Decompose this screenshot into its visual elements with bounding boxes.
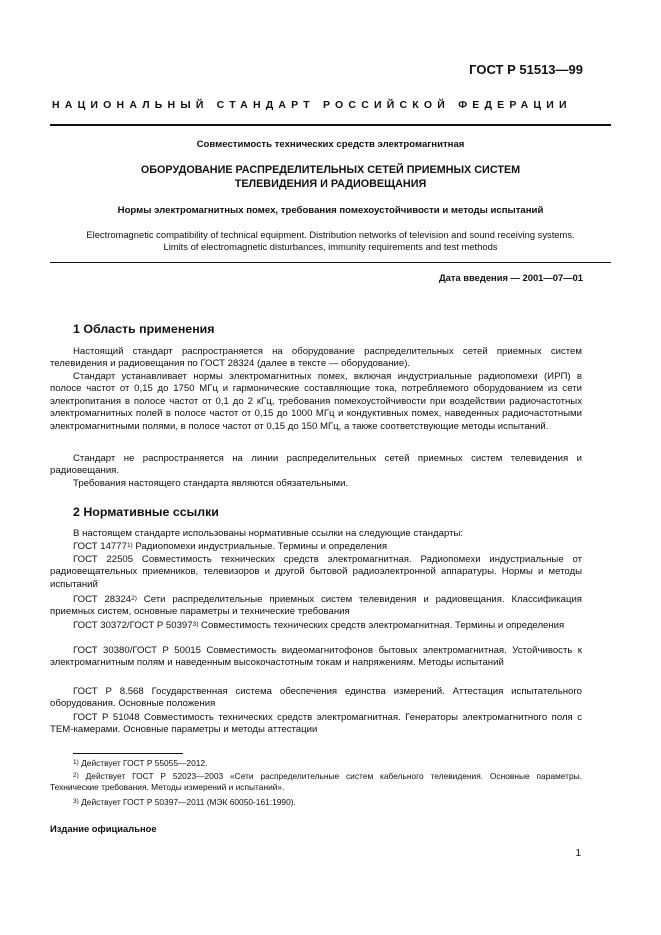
reference-item	[50, 594, 582, 619]
footnote-marker: 3)	[73, 798, 79, 805]
footnote-marker: 1)	[73, 759, 79, 766]
national-standard-banner: НАЦИОНАЛЬНЫЙ СТАНДАРТ РОССИЙСКОЙ ФЕДЕРАЦИИ	[52, 99, 572, 111]
reference-item: ГОСТ Р 51048 Совместимость технических средств электромагнитная. Генераторы электромагнитного поля с ТЕМ-камерами. Основные параметры и методы аттестации	[50, 712, 582, 736]
footnote-marker: 1)	[126, 542, 133, 549]
section2-intro: В настоящем стандарте использованы нормативные ссылки на следующие стандарты:	[73, 528, 464, 539]
reference-item: ГОСТ Р 8.568 Государственная система обеспечения единства измерений. Аттестация испытательного оборудования. Основные положения	[50, 686, 582, 710]
header-divider	[50, 124, 611, 126]
reference-code: ГОСТ 14777	[73, 541, 127, 552]
standard-group-title: Совместимость технических средств электромагнитная	[196, 139, 465, 150]
official-edition-label: Издание официальное	[50, 823, 157, 834]
section1-paragraph2: Стандарт устанавливает нормы электромагнитных помех, включая индустриальные радиопомехи (ИРП) в полосе частот от 0,15 до 1750 МГц и гармонические составляющие тока, потребляемого оборудованием из сети электропитания в полосе частот от 0,1 до 2 кГц, требования помехоустойчивости при воздействии радиочастотных электромагнитных полей в полосе частот от 0,15 до 1000 МГц и кондуктивных помех, наведенных радиочастотными электромагнитными полями, в полосе частот от 0,15 до 150 МГц, а также соответствующие методы испытаний.	[50, 371, 582, 432]
section2-heading: 2 Нормативные ссылки	[73, 505, 219, 519]
reference-text: Совместимость технических средств электромагнитная. Термины и определения	[198, 620, 565, 631]
reference-item	[50, 620, 582, 632]
footnote-text: Действует ГОСТ Р 50397—2011 (МЭК 60050-161:1990).	[78, 797, 296, 807]
title-divider	[50, 262, 611, 263]
english-title	[50, 229, 611, 253]
section1-paragraph1: Настоящий стандарт распространяется на оборудование распределительных сетей приемных систем телевидения и радиовещания по ГОСТ 28324 (далее в тексте — оборудование).	[50, 346, 582, 370]
footnote-3	[50, 797, 582, 808]
footnote-1	[50, 758, 582, 769]
footnote-text: Действует ГОСТ Р 52023—2003 «Сети распределительные систем кабельного телевидения. Основные параметры. Технические требования. Методы измерений и испытаний».	[50, 771, 582, 792]
footnote-text: Действует ГОСТ Р 55055—2012.	[78, 758, 208, 768]
introduction-date: Дата введения — 2001—07—01	[438, 272, 583, 283]
footnote-marker: 3)	[192, 621, 199, 628]
section1-paragraph4: Требования настоящего стандарта являются обязательными.	[73, 478, 349, 489]
reference-item: ГОСТ 30380/ГОСТ Р 50015 Совместимость видеомагнитофонов бытовых электромагнитная. Устойчивость к электромагнитным полям и наведенным высокочастотным токам и напряжениям. Методы испытаний	[50, 645, 582, 669]
footnote-marker: 2)	[73, 772, 79, 779]
footnote-marker: 2)	[131, 595, 137, 602]
reference-text: Радиопомехи индустриальные. Термины и определения	[132, 541, 388, 552]
reference-item	[50, 541, 582, 553]
section1-heading: 1 Область применения	[73, 322, 215, 336]
reference-code: ГОСТ 30372/ГОСТ Р 50397	[73, 620, 193, 631]
section1-paragraph3: Стандарт не распространяется на линии распределительных сетей приемных систем телевидения и радиовещания.	[50, 453, 582, 477]
standard-subtitle: Нормы электромагнитных помех, требования помехоустойчивости и методы испытаний	[117, 205, 544, 216]
reference-text: Сети распределительные приемных систем телевидения и радиовещания. Классификация приемных систем, основные параметры и технические требования	[50, 594, 582, 618]
standard-title-line2: ТЕЛЕВИДЕНИЯ И РАДИОВЕЩАНИЯ	[234, 178, 427, 190]
standard-title	[50, 163, 611, 191]
standard-title-line1: ОБОРУДОВАНИЕ РАСПРЕДЕЛИТЕЛЬНЫХ СЕТЕЙ ПРИЕМНЫХ СИСТЕМ	[140, 164, 521, 176]
footnote-2	[50, 771, 582, 793]
english-title-line1: Electromagnetic compatibility of technical equipment. Distribution networks of television and sound receiving systems.	[86, 229, 575, 240]
english-title-line2: Limits of electromagnetic disturbances, immunity requirements and test methods	[163, 241, 498, 252]
footnote-divider	[73, 753, 183, 754]
page-number: 1	[575, 848, 581, 859]
reference-item: ГОСТ 22505 Совместимость технических средств электромагнитная. Радиопомехи индустриальные от радиовещательных приемников, телевизоров и другой бытовой радиоэлектронной аппаратуры. Нормы и методы испытаний	[50, 554, 582, 590]
document-number: ГОСТ Р 51513—99	[469, 62, 583, 77]
reference-code: ГОСТ 28324	[73, 594, 132, 605]
